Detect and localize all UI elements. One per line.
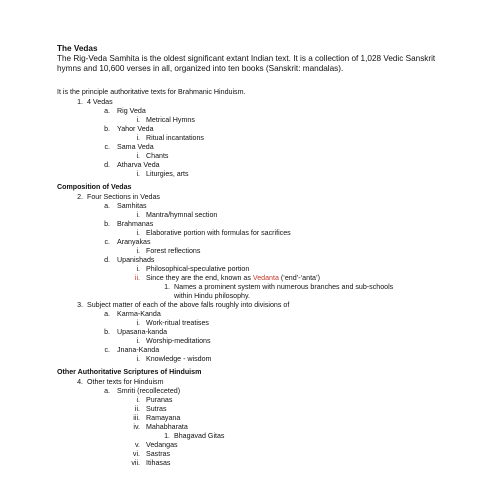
list-item-text: Ramayana	[146, 414, 181, 422]
list-item-text: Vedangas	[146, 441, 178, 449]
list-marker: d.	[104, 161, 110, 169]
list-item-text: Itihasas	[146, 459, 171, 467]
list-item-text: Jnana-Kanda	[117, 346, 160, 354]
list-marker: a.	[104, 387, 110, 395]
list-item-text: Liturgies, arts	[146, 170, 189, 178]
list-item-text: Aranyakas	[117, 238, 151, 246]
section-heading: Other Authoritative Scriptures of Hinduism	[57, 368, 202, 376]
section-heading: Composition of Vedas	[57, 183, 132, 191]
list-item-text: It is the principle authoritative texts for Brahmanic Hinduism.	[57, 88, 246, 96]
list-item-text: Puranas	[146, 396, 173, 404]
list-marker: i.	[136, 355, 140, 363]
list-item-text: Chants	[146, 152, 169, 160]
list-marker: vii.	[131, 459, 140, 467]
list-marker: i.	[136, 152, 140, 160]
list-item-text: Sama Veda	[117, 143, 154, 151]
list-item-text: Brahmanas	[117, 220, 154, 228]
list-item-text: Mantra/hymnal section	[146, 211, 218, 219]
list-item-text: Upasana-kanda	[117, 328, 168, 336]
list-marker: 1.	[164, 432, 170, 440]
list-item-text: Smriti (recolleceted)	[117, 387, 181, 395]
list-marker: iii.	[133, 414, 140, 422]
list-marker: i.	[136, 319, 140, 327]
list-marker: i.	[136, 396, 140, 404]
list-marker: i.	[136, 170, 140, 178]
text-segment: (‘end’-‘anta’)	[278, 274, 320, 282]
list-item-text: Yahor Veda	[117, 125, 154, 133]
list-marker: i.	[136, 211, 140, 219]
list-marker: d.	[104, 256, 110, 264]
list-marker: i.	[136, 247, 140, 255]
list-marker: 1.	[164, 283, 170, 291]
list-marker: 4.	[77, 378, 83, 386]
list-marker: v.	[135, 441, 140, 449]
list-item-text: Knowledge - wisdom	[146, 355, 212, 363]
list-marker: a.	[104, 310, 110, 318]
list-marker: i.	[136, 337, 140, 345]
list-item-text: Upanishads	[117, 256, 155, 264]
list-marker: b.	[104, 125, 110, 133]
list-item-text: Ritual incantations	[146, 134, 204, 142]
list-item-text: Elaborative portion with formulas for sacrifices	[146, 229, 291, 237]
list-marker: a.	[104, 107, 110, 115]
list-marker: b.	[104, 328, 110, 336]
list-item-text: Karma-Kanda	[117, 310, 161, 318]
list-item-text	[146, 274, 320, 283]
list-marker: vi.	[132, 450, 140, 458]
list-marker: c.	[104, 346, 110, 354]
list-marker: 2.	[77, 193, 83, 201]
list-item-text: Names a prominent system with numerous branches and sub-schools	[174, 283, 394, 291]
intro-paragraph: The Rig-Veda Samhita is the oldest significant extant Indian text. It is a collection of 1,028 Vedic Sanskrit hymns and 10,600 verses in all, organized into ten books (Sanskrit: mandalas).	[57, 54, 436, 73]
list-marker: c.	[104, 238, 110, 246]
list-item-text: Work-ritual treatises	[146, 319, 209, 327]
list-marker: c.	[104, 143, 110, 151]
list-marker: i.	[136, 229, 140, 237]
list-marker: i.	[136, 134, 140, 142]
list-marker: b.	[104, 220, 110, 228]
list-item-text: Forest reflections	[146, 247, 201, 255]
list-item-text: Philosophical-speculative portion	[146, 265, 250, 273]
text-segment: Since they are the end, known as	[146, 274, 253, 282]
list-marker: iv.	[133, 423, 140, 431]
list-item-text: Bhagavad Gitas	[174, 432, 225, 440]
list-item-text: Worship-meditations	[146, 337, 211, 345]
list-item-text: Sutras	[146, 405, 167, 413]
document-title: The Vedas	[57, 44, 98, 53]
list-item-text: Atharva Veda	[117, 161, 160, 169]
list-item-text: Mahabharata	[146, 423, 188, 431]
list-marker: ii.	[134, 274, 140, 282]
list-item-text: Other texts for Hinduism	[87, 378, 164, 386]
list-item-text: Four Sections in Vedas	[87, 193, 160, 201]
highlighted-term: Vedanta	[252, 274, 279, 282]
list-marker: a.	[104, 202, 110, 210]
list-item-text: Sastras	[146, 450, 171, 458]
list-item-text: Samhitas	[117, 202, 147, 210]
list-marker: i.	[136, 265, 140, 273]
list-item-text: Metrical Hymns	[146, 116, 195, 124]
list-marker: 3.	[77, 301, 83, 309]
list-marker: 1.	[77, 98, 83, 106]
list-marker: ii.	[134, 405, 140, 413]
list-item-text: Rig Veda	[117, 107, 146, 115]
list-item-text: Subject matter of each of the above falls roughly into divisions of	[87, 301, 290, 309]
list-item-text: within Hindu philosophy.	[174, 292, 250, 300]
list-marker: i.	[136, 116, 140, 124]
list-item-text: 4 Vedas	[87, 98, 113, 106]
